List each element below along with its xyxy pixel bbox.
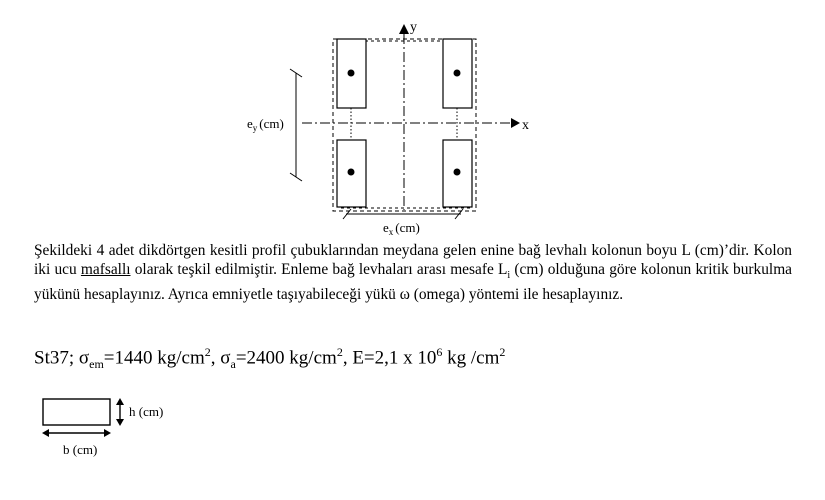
h-arrow-up <box>116 398 124 405</box>
column-cross-section-figure <box>0 0 825 240</box>
ey-label: $e_y$ (cm) <box>247 116 284 133</box>
centroid-top-left <box>348 70 355 77</box>
ex-label: $e_x$ (cm) <box>383 220 420 237</box>
underlined-word: mafsallı <box>80 261 131 278</box>
h-label: h (cm) <box>129 404 164 419</box>
centroid-top-right <box>454 70 461 77</box>
y-axis-label: y <box>410 20 417 35</box>
x-axis-label: x <box>522 118 529 133</box>
b-arrow-left <box>42 429 49 437</box>
centroid-bottom-right <box>454 169 461 176</box>
material-constants: St37; $\sigma_{em}=1440$ $kg/cm^2$, $\sigma_a=2400$ $kg/cm^2$, E=2,1 x $10^6$ kg $/cm^2$ <box>34 345 506 372</box>
b-arrow-right <box>104 429 111 437</box>
centroid-bottom-left <box>348 169 355 176</box>
section-rectangle <box>43 399 110 425</box>
y-axis-arrowhead <box>399 24 409 34</box>
b-label: b (cm) <box>63 442 98 457</box>
h-arrow-down <box>116 419 124 426</box>
x-axis-arrowhead <box>511 118 520 128</box>
problem-statement: Şekildeki 4 adet dikdörtgen kesitli profil çubuklarından meydana gelen enine bağ levhalı kolonun boyu L (cm)’dir. Kolon iki ucu mafsallı olarak teşkil edilmiştir. Enleme bağ levhaları arası mesafe $L_i$ (cm) olduğuna göre kolonun kritik burkulma yükünü hesaplayınız. Ayrıca emniyetle taşıyabileceği yükü ω (omega) yöntemi ile hesaplayınız. <box>34 242 793 304</box>
